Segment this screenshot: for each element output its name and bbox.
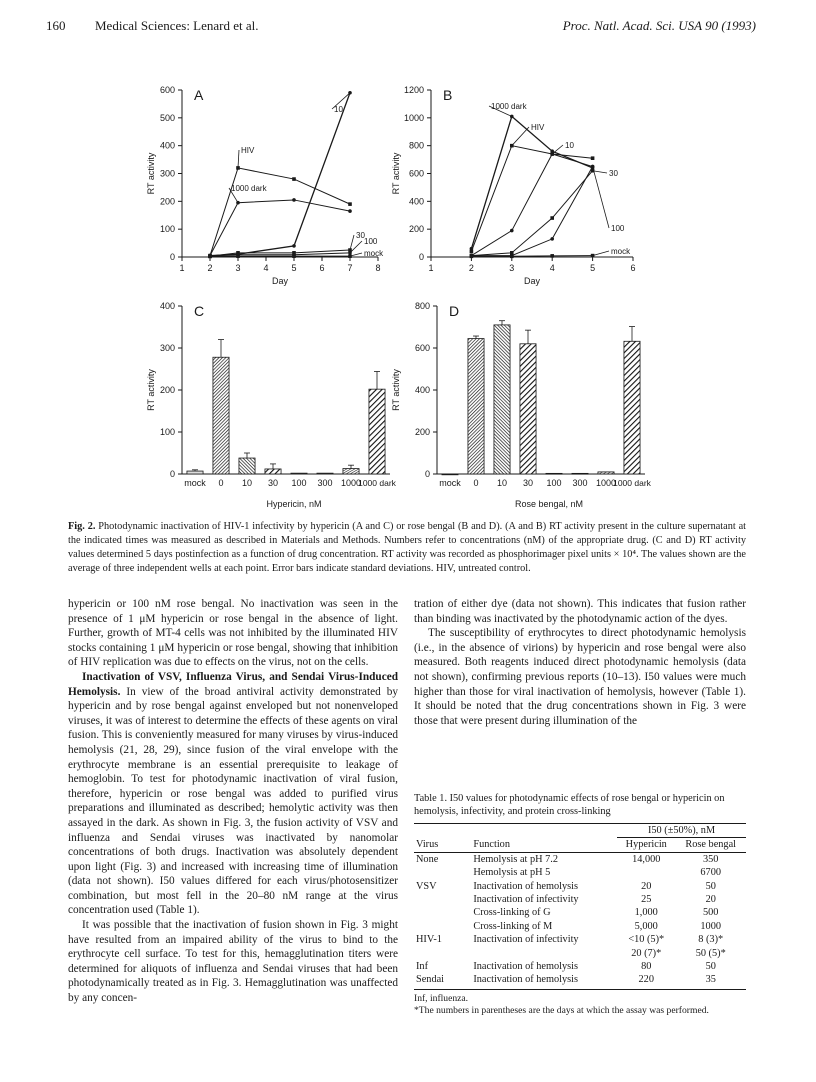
x-tick-label: 100 — [291, 478, 307, 488]
x-tick-label: 10 — [496, 478, 508, 488]
figure-caption — [68, 520, 746, 576]
x-tick-label: 7 — [347, 263, 353, 273]
y-tick-label: 400 — [159, 301, 175, 311]
y-tick-label: 800 — [414, 301, 430, 311]
x-axis-label: Hypericin, nM — [266, 499, 322, 509]
series-line — [210, 93, 350, 256]
series-label: 30 — [609, 169, 618, 178]
y-tick-label: 400 — [408, 196, 424, 207]
y-axis-label: RT activity — [391, 369, 401, 411]
table-cell: Inactivation of infectivity — [473, 934, 579, 946]
x-tick-label: 30 — [522, 478, 534, 488]
table-title: Table 1. I50 values for photodynamic effects of rose bengal or hypericin on hemolysis, infectivity, and protein cross-linking — [414, 793, 725, 818]
y-tick-label: 1000 — [403, 112, 424, 123]
figure-panel-d — [385, 297, 665, 519]
running-title: Medical Sciences: Lenard et al. — [95, 18, 259, 33]
table-footnote: *The numbers in parentheses are the days at which the assay was performed. — [414, 1004, 709, 1016]
table-cell: Inactivation of hemolysis — [473, 880, 579, 892]
y-axis-label: RT activity — [391, 152, 401, 195]
x-tick-label: 30 — [267, 478, 279, 488]
table-cell: Cross-linking of G — [473, 907, 551, 919]
table-row — [414, 973, 746, 986]
y-tick-label: 300 — [159, 343, 175, 353]
table-cell — [414, 920, 455, 933]
table-row — [414, 893, 746, 906]
table-footnote: Inf, influenza. — [414, 992, 469, 1004]
x-axis-label: Day — [523, 276, 541, 286]
y-tick-label: 0 — [169, 469, 175, 479]
table-row — [414, 946, 746, 959]
table-cell: 1000 — [700, 920, 721, 932]
label-leader — [512, 127, 529, 146]
table-cell — [414, 906, 455, 919]
x-axis-label: Rose bengal, nM — [514, 499, 584, 509]
bar — [213, 357, 229, 474]
table-row — [414, 906, 746, 919]
table-row — [414, 933, 746, 946]
table-cell: 500 — [702, 907, 719, 919]
table-cell: Inf — [416, 960, 429, 972]
x-tick-label: 1000 dark — [358, 478, 396, 488]
table-row — [414, 852, 746, 866]
y-tick-label: 100 — [159, 224, 175, 235]
table-cell: Hemolysis at pH 7.2 — [473, 853, 559, 865]
table-cell: <10 (5)* — [628, 934, 665, 946]
x-tick-label: 300 — [317, 478, 333, 488]
section-heading: Inactivation of VSV, Influenza Virus, and Sendai Virus-Induced Hemolysis. — [68, 670, 398, 698]
y-tick-label: 200 — [414, 427, 430, 437]
data-point — [348, 202, 352, 206]
figure-panel-c — [140, 297, 410, 519]
table-header: Virus — [416, 839, 439, 851]
series-label: 10 — [565, 141, 574, 150]
y-tick-label: 400 — [159, 140, 175, 151]
x-tick-label: 1000 — [340, 478, 362, 488]
x-tick-label: 2 — [207, 263, 213, 273]
table-row — [414, 879, 746, 892]
y-tick-label: 0 — [424, 469, 430, 479]
table-cell — [455, 946, 617, 959]
table-cell: Hemolysis at pH 5 — [473, 867, 551, 879]
data-point — [348, 209, 352, 213]
table-cell: 20 — [641, 880, 652, 892]
y-tick-label: 300 — [159, 168, 175, 179]
x-tick-label: 2 — [468, 263, 474, 273]
x-tick-label: 300 — [572, 478, 588, 488]
series-label: 100 — [364, 237, 378, 246]
x-tick-label: 1 — [428, 263, 434, 273]
series-line — [471, 167, 592, 256]
x-tick-label: 100 — [546, 478, 562, 488]
table-header: Rose bengal — [685, 839, 737, 851]
bar — [494, 325, 510, 474]
bar — [291, 473, 307, 474]
x-tick-label: mock — [439, 478, 461, 488]
series-label: 100 — [611, 224, 625, 233]
table-cell: 220 — [638, 974, 654, 986]
y-tick-label: 500 — [159, 112, 175, 123]
series-label: HIV — [531, 123, 545, 132]
y-tick-label: 600 — [159, 85, 175, 95]
bar — [343, 469, 359, 474]
right-column — [414, 597, 746, 728]
paragraph: tration of either dye (data not shown). This indicates that fusion rather than binding was inactivated by the photodynamic action of the dyes. — [414, 598, 746, 625]
table-cell: HIV-1 — [416, 934, 442, 946]
x-tick-label: 3 — [509, 263, 515, 273]
bar — [624, 341, 640, 474]
x-tick-label: 8 — [375, 263, 381, 273]
y-tick-label: 200 — [159, 196, 175, 207]
table-cell — [617, 866, 675, 879]
x-tick-label: 10 — [241, 478, 253, 488]
series-label: mock — [611, 247, 631, 256]
bar — [239, 458, 255, 474]
series-label: mock — [364, 249, 384, 258]
data-point — [510, 229, 514, 233]
paragraph-text: In view of the broad antiviral activity demonstrated by hypericin and by rose bengal against enveloped but not nonenveloped viruses, it was of interest to determine the effects of these agents on viral fusion. This is conveniently measured for many viruses by virus-induced hemolysis (21, 28, 29), since fusion of the viral envelope with the erythrocyte membrane is an essential prerequisite to leakage of hemoglobin. To test for photodynamic inactivation of viral fusion, therefore, hypericin or rose bengal was added to purified virus preparations and illuminated as described; hemolytic activity was then assayed in the dark. As shown in Fig. 3, the fusion activity of VSV and influenza and Sendai viruses was inactivated by nanomolar concentrations of both drugs. Inactivation was absolutely dependent upon light (Fig. 3) and increased with increasing time of illumination (data not shown). I50 values differed for each virus/photosensitizer combination, but most fell in the 20–80 nM range at the virus concentration used (Table 1). — [68, 685, 399, 917]
data-point — [550, 237, 554, 241]
y-tick-label: 200 — [159, 385, 175, 395]
table-cell: 20 (7)* — [631, 947, 662, 959]
data-point — [470, 255, 474, 259]
bar — [598, 472, 614, 474]
table-body — [414, 823, 746, 987]
x-tick-label: 0 — [218, 478, 224, 488]
panel-letter: C — [194, 303, 205, 319]
table-cell: Sendai — [416, 974, 445, 986]
panel-letter: A — [194, 87, 204, 103]
journal-citation: Proc. Natl. Acad. Sci. USA 90 (1993) — [562, 18, 756, 33]
paragraph: hypericin or 100 nM rose bengal. No inactivation was seen in the presence of 1 μM hypericin or rose bengal in the absence of light. Further, growth of MT-4 cells was not inhibited by the illuminated HIV stocks containing 1 μM hypericin or rose bengal, showing that inhibition of HIV replication was due to effects on the virus, not on the cells. — [68, 598, 398, 669]
y-tick-label: 600 — [408, 168, 424, 179]
series-line — [210, 200, 350, 256]
data-point — [236, 254, 240, 258]
x-tick-label: 3 — [235, 263, 241, 273]
data-point — [292, 244, 296, 248]
series-line — [471, 171, 592, 256]
series-label: 30 — [356, 231, 365, 240]
table-cell: 1,000 — [634, 907, 658, 919]
table-cell: 20 — [705, 893, 716, 905]
x-axis-label: Day — [271, 276, 289, 286]
table-cell: 50 (5)* — [695, 947, 726, 959]
label-leader — [593, 171, 607, 173]
series-label: 1000 dark — [491, 102, 527, 111]
table-header: Hypericin — [625, 839, 667, 851]
x-tick-label: 1000 dark — [613, 478, 651, 488]
bar — [442, 474, 458, 475]
page-number: 160 — [46, 18, 66, 33]
x-tick-label: 1000 — [595, 478, 617, 488]
y-tick-label: 400 — [414, 385, 430, 395]
table-cell: 14,000 — [632, 853, 661, 865]
table-group-header: I50 (±50%), nM — [617, 823, 746, 837]
x-tick-label: 1 — [179, 263, 185, 273]
label-leader — [552, 145, 563, 154]
label-leader — [350, 235, 354, 250]
table-cell: VSV — [416, 880, 437, 892]
y-tick-label: 0 — [418, 252, 424, 262]
data-point — [470, 250, 474, 254]
figure-panel-b — [385, 80, 660, 295]
table-row — [414, 960, 746, 973]
x-tick-label: 6 — [630, 263, 636, 273]
table-cell: Inactivation of hemolysis — [473, 974, 579, 986]
panel-letter: B — [443, 87, 453, 103]
table-cell: 350 — [702, 853, 719, 865]
caption-label: Fig. 2. — [68, 521, 96, 532]
x-tick-label: 5 — [291, 263, 297, 273]
table-cell: 25 — [641, 893, 652, 905]
table-cell: Inactivation of hemolysis — [473, 960, 579, 972]
x-tick-label: 4 — [263, 263, 269, 273]
series-label: HIV — [241, 146, 255, 155]
label-leader — [593, 167, 609, 228]
paragraph — [68, 670, 398, 918]
bar — [572, 473, 588, 474]
data-point — [591, 156, 595, 160]
x-tick-label: 0 — [473, 478, 479, 488]
series-label: 10 — [334, 105, 343, 114]
y-tick-label: 1200 — [403, 85, 424, 95]
bar — [520, 344, 536, 474]
series-line — [210, 168, 350, 256]
x-tick-label: 5 — [590, 263, 596, 273]
data-point — [292, 177, 296, 181]
table-header: Function — [473, 839, 510, 851]
bar — [187, 471, 203, 474]
data-point — [292, 198, 296, 202]
label-leader — [238, 150, 239, 168]
table-cell: 5,000 — [634, 920, 658, 932]
table-cell: 50 — [705, 880, 716, 892]
table-cell: Inactivation of infectivity — [473, 893, 579, 905]
table-cell — [414, 866, 455, 879]
y-tick-label: 600 — [414, 343, 430, 353]
table-cell: 6700 — [700, 867, 721, 879]
table-cell: Cross-linking of M — [473, 920, 553, 932]
left-column — [68, 597, 398, 1006]
panel-letter: D — [449, 303, 460, 319]
data-point — [292, 254, 296, 258]
paragraph: The susceptibility of erythrocytes to direct photodynamic hemolysis (i.e., in the absence of virions) by hypericin and rose bengal were also measured. Both reagents induced direct photodynamic hemolysis (data not shown), confirming previous reports (10–13). I50 values were much higher than those for viral inactivation of hemolysis, however (Table 1). It should be noted that the drug concentrations shown in Fig. 3 were those that were present during illumination of the — [414, 627, 746, 727]
bar — [468, 339, 484, 474]
y-tick-label: 100 — [159, 427, 175, 437]
table-cell: 35 — [705, 974, 716, 986]
bar — [369, 389, 385, 474]
table-cell — [414, 893, 455, 906]
data-point — [550, 254, 554, 258]
data-point — [550, 216, 554, 220]
table-cell: 8 (3)* — [698, 934, 724, 946]
y-tick-label: 200 — [408, 224, 424, 235]
table-cell: None — [416, 853, 439, 865]
x-tick-label: mock — [184, 478, 206, 488]
y-tick-label: 0 — [169, 252, 175, 262]
label-leader — [593, 251, 609, 256]
table-row — [414, 920, 746, 933]
series-line — [471, 116, 592, 248]
data-point — [510, 255, 514, 259]
figure-panel-a — [140, 80, 390, 295]
bar — [317, 473, 333, 474]
bar — [546, 473, 562, 474]
y-axis-label: RT activity — [146, 152, 156, 195]
x-tick-label: 6 — [319, 263, 325, 273]
table-cell: 80 — [641, 960, 652, 972]
table-row — [414, 866, 746, 879]
paragraph: It was possible that the inactivation of fusion shown in Fig. 3 might have resulted from an impaired ability of the virus to bind to the erythrocyte cell surface. To test for this, hemagglutination titers were determined for aliquots of influenza and Sendai viruses that had been photodynamically treated as in Fig. 3. Hemagglutination was unaffected by any concen- — [68, 919, 398, 1005]
table-1 — [414, 792, 746, 1017]
data-point — [208, 255, 212, 259]
bar — [265, 469, 281, 474]
y-tick-label: 800 — [408, 140, 424, 151]
x-tick-label: 4 — [549, 263, 555, 273]
caption-text: Photodynamic inactivation of HIV-1 infectivity by hypericin (A and C) or rose bengal (B and D). (A and B) RT activity present in the culture supernatant at the indicated times was measured as described in Materials and Methods. Numbers refer to concentrations (nM) of the appropriate drug. (C and D) RT activity values determined 5 days postinfection as a function of drug concentration. RT activity was recorded as phosphorimager pixel units × 10⁴. The values shown are the average of three independent wells at each point. Error bars indicate standard deviations. HIV, untreated control. — [68, 521, 746, 574]
y-axis-label: RT activity — [146, 369, 156, 411]
series-label: 1000 dark — [231, 184, 267, 193]
table-cell: 50 — [705, 960, 716, 972]
table-cell — [414, 946, 455, 959]
